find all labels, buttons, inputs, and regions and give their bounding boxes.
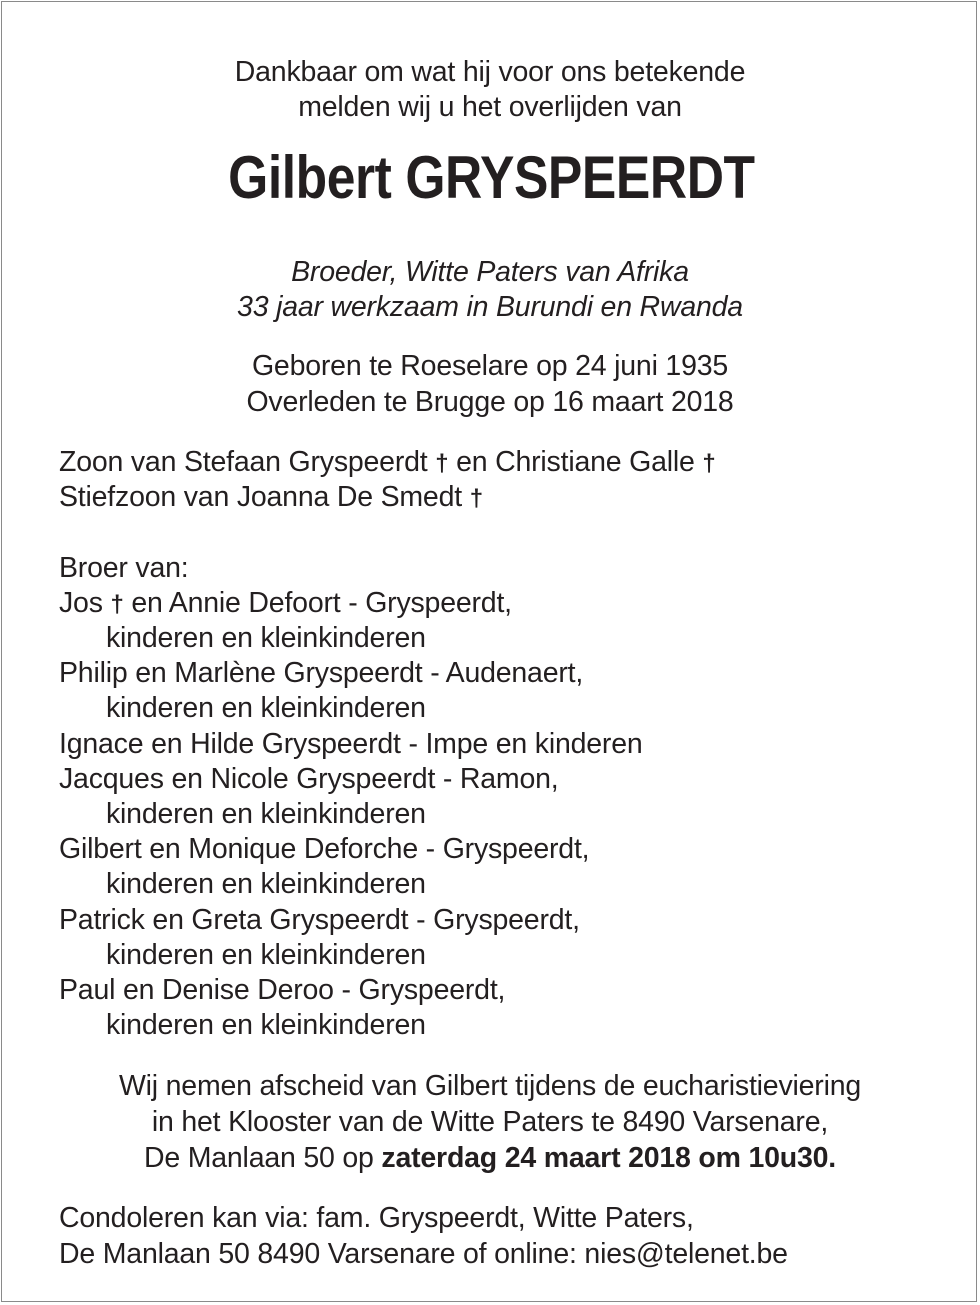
sibling-sub-line: kinderen en kleinkinderen — [106, 868, 426, 900]
ceremony-line-2: in het Klooster van de Witte Paters te 8490 Varsenare, — [151, 1106, 829, 1138]
condolences-line-1: Condoleren kan via: fam. Gryspeerdt, Witte Paters, — [59, 1202, 694, 1234]
sibling-sub-line: kinderen en kleinkinderen — [106, 1009, 426, 1041]
sibling-sub-line: kinderen en kleinkinderen — [106, 622, 426, 654]
death-date-line: Overleden te Brugge op 16 maart 2018 — [246, 386, 734, 418]
stepson-of-text: Stiefzoon van Joanna De Smedt — [59, 481, 462, 513]
sibling-entry: Ignace en Hilde Gryspeerdt - Impe en kinderen — [59, 728, 643, 760]
sibling-name-part: Jos — [59, 587, 103, 619]
condolences-line-2: De Manlaan 50 8490 Varsenare of online: nies@telenet.be — [59, 1238, 788, 1270]
sibling-entry: Gilbert en Monique Deforche - Gryspeerdt, — [59, 833, 590, 865]
ceremony-address: De Manlaan 50 op — [143, 1142, 382, 1174]
cross-icon: † — [435, 450, 449, 477]
sibling-sub-line: kinderen en kleinkinderen — [106, 798, 426, 830]
sibling-entry: Philip en Marlène Gryspeerdt - Audenaert, — [59, 657, 584, 689]
sibling-entry: Patrick en Greta Gryspeerdt - Gryspeerdt, — [59, 904, 580, 936]
siblings-heading: Broer van: — [59, 552, 189, 584]
sibling-sub-line: kinderen en kleinkinderen — [106, 692, 426, 724]
sibling-entry: Jacques en Nicole Gryspeerdt - Ramon, — [59, 763, 559, 795]
stepson-of-line — [0, 479, 980, 517]
role-line-2: 33 jaar werkzaam in Burundi en Rwanda — [237, 291, 743, 323]
sibling-entry — [0, 585, 980, 623]
ceremony-datetime: zaterdag 24 maart 2018 om 10u30. — [381, 1142, 837, 1174]
son-of-father: Zoon van Stefaan Gryspeerdt — [59, 446, 428, 478]
son-of-mother: en Christiane Galle — [456, 446, 695, 478]
cross-icon: † — [110, 591, 124, 618]
sibling-entry: Paul en Denise Deroo - Gryspeerdt, — [59, 974, 506, 1006]
birth-date-line: Geboren te Roeselare op 24 juni 1935 — [251, 350, 729, 382]
role-line-1: Broeder, Witte Paters van Afrika — [291, 256, 689, 288]
ceremony-line-3 — [0, 1140, 980, 1176]
intro-line-1: Dankbaar om wat hij voor ons betekende — [234, 56, 746, 88]
sibling-name-part: en Annie Defoort - Gryspeerdt, — [131, 587, 512, 619]
intro-line-2: melden wij u het overlijden van — [298, 91, 682, 123]
sibling-sub-line: kinderen en kleinkinderen — [106, 939, 426, 971]
son-of-line — [0, 444, 980, 482]
ceremony-line-1: Wij nemen afscheid van Gilbert tijdens de eucharistieviering — [118, 1070, 862, 1102]
cross-icon: † — [469, 485, 483, 512]
deceased-name: Gilbert GRYSPEERDT — [228, 144, 755, 211]
cross-icon: † — [702, 450, 716, 477]
